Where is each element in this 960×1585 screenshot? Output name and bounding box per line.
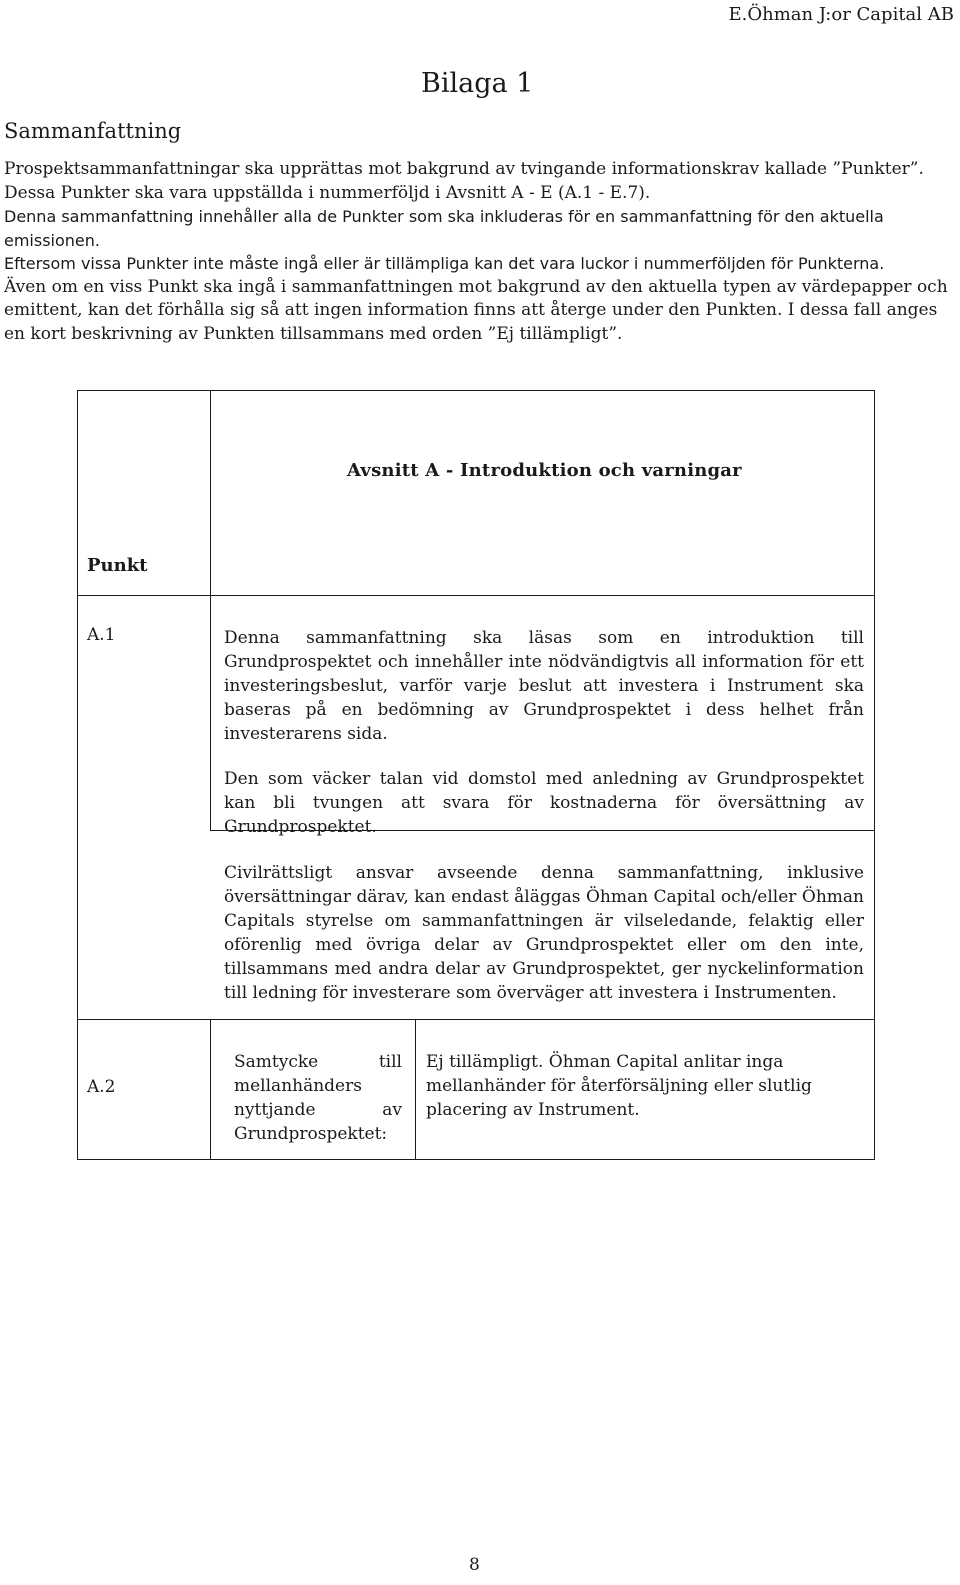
row-a1-id: A.1 — [87, 625, 116, 645]
table-divider-a2-col1 — [210, 1019, 211, 1160]
company-header: E.Öhman J:or Capital AB — [728, 4, 954, 25]
summary-table — [77, 390, 875, 1160]
table-divider-a2-col2 — [415, 1019, 416, 1160]
section-a-heading: Avsnitt A - Introduktion och varningar — [347, 460, 742, 481]
page-number: 8 — [469, 1555, 480, 1575]
intro-paragraph-1: Prospektsammanfattningar ska upprättas mot bakgrund av tvingande informationskrav kallade ”Punkter”. Dessa Punkter ska vara uppställda i nummerföljd i Avsnitt A - E (A.1 - E.7). — [4, 159, 924, 203]
table-border-bottom — [77, 1159, 875, 1160]
intro-paragraph-2: Denna sammanfattning innehåller alla de Punkter som ska inkluderas för en sammanfattning för den aktuella emissionen. — [4, 207, 884, 250]
table-divider-header — [77, 595, 875, 596]
table-border-right — [874, 390, 875, 1160]
row-a1-paragraph-1: Denna sammanfattning ska läsas som en introduktion till Grundprospektet och innehåller inte nödvändigtvis all information för ett investeringsbeslut, varför varje beslut att investera i Instrument ska baseras på en bedömning av Grundprospektet i dess helhet från investerarens sida. — [224, 628, 864, 744]
row-a1-paragraph-2: Den som väcker talan vid domstol med anledning av Grundprospektet kan bli tvungen att svara för kostnaderna för översättning av Grundprospektet. — [224, 769, 864, 837]
bilaga-title: Bilaga 1 — [421, 68, 534, 99]
row-a2-label: Samtycke till mellanhänders nyttjande av Grundprospektet: — [234, 1052, 402, 1144]
intro-paragraph-4: Även om en viss Punkt ska ingå i sammanfattningen mot bakgrund av den aktuella typen av värdepapper och emittent, kan det förhålla sig så att ingen information finns att återge under den Punkten. I dessa fall anges en kort beskrivning av Punkten tillsammans med orden ”Ej tillämpligt”. — [4, 276, 948, 344]
table-divider-col — [210, 390, 211, 830]
punkt-column-header: Punkt — [87, 555, 148, 576]
row-a2-id: A.2 — [87, 1077, 116, 1097]
row-a1-paragraph-3: Civilrättsligt ansvar avseende denna sammanfattning, inklusive översättningar därav, kan endast åläggas Öhman Capital och/eller Öhman Capitals styrelse om sammanfattningen är vilseledande, felaktig eller oförenlig med övriga delar av Grundprospektet eller om den inte, tillsammans med andra delar av Grundprospektet, ger nyckelinformation till ledning för investerare som överväger att investera i Instrumenten. — [224, 863, 864, 1003]
table-border-top — [77, 390, 875, 391]
intro-paragraph-3: Eftersom vissa Punkter inte måste ingå eller är tillämpliga kan det vara luckor i nummerföljden för Punkterna. — [4, 254, 885, 273]
section-title: Sammanfattning — [4, 119, 182, 143]
row-a2-text: Ej tillämpligt. Öhman Capital anlitar inga mellanhänder för återförsäljning eller slutlig placering av Instrument. — [426, 1052, 812, 1120]
intro-text — [4, 158, 954, 346]
table-border-left — [77, 390, 78, 1160]
table-divider-a1-a2 — [77, 1019, 875, 1020]
